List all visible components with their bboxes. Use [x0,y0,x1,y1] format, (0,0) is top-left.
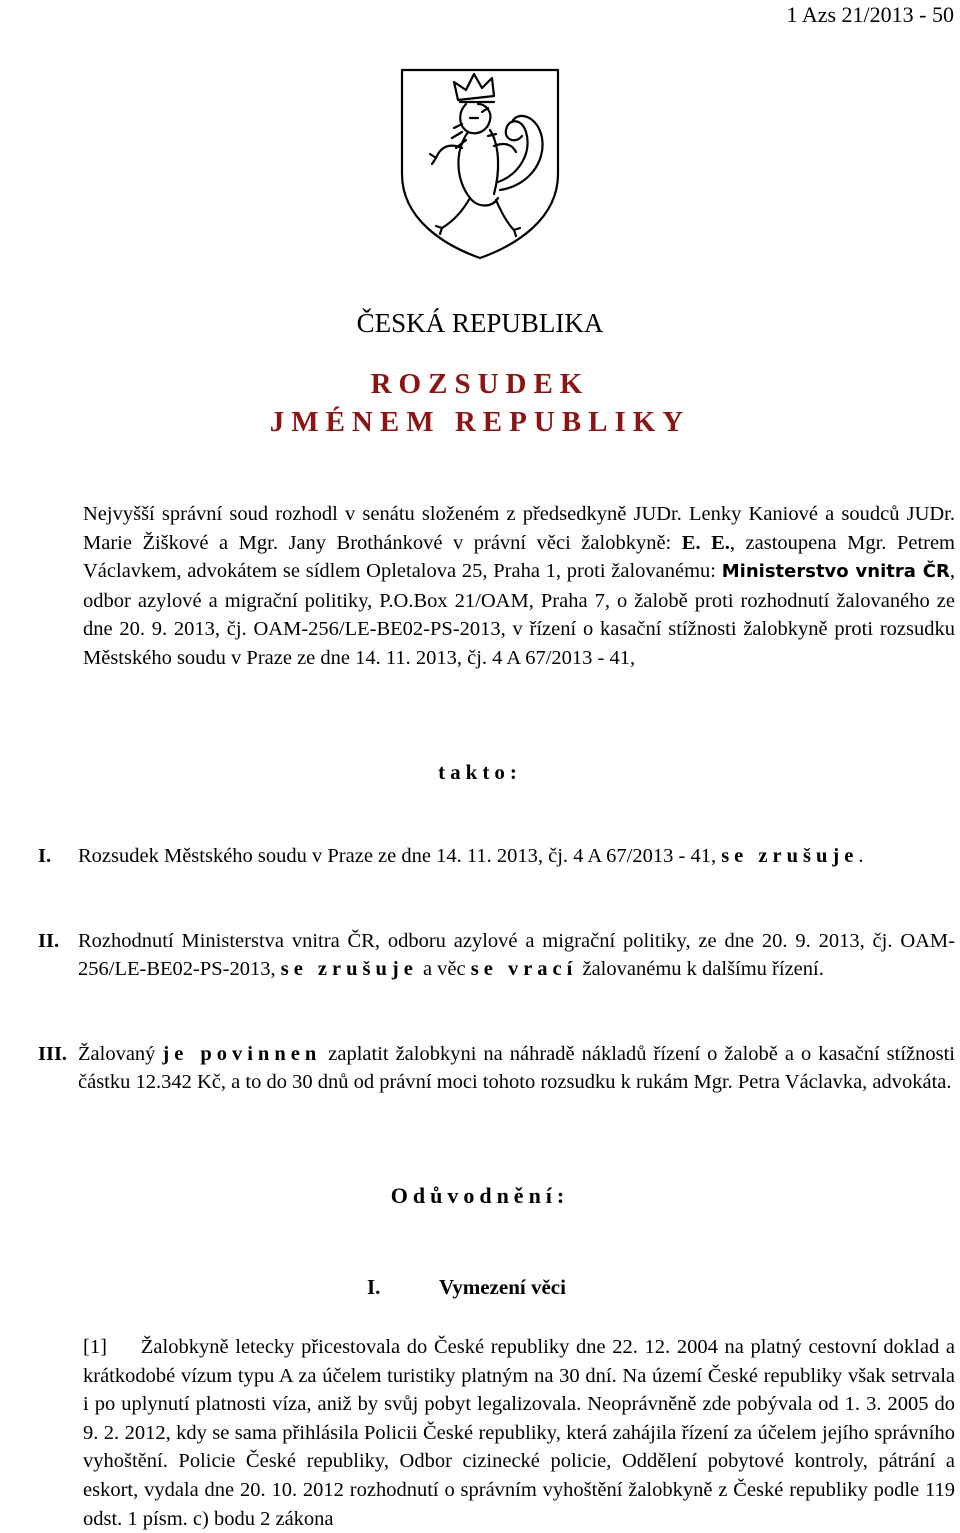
judgment-title: ROZSUDEK [370,368,590,400]
verdict-tail: žalovanému k dalšímu řízení. [577,958,824,981]
verdict-tail: . [858,845,864,867]
intro-text-2: , zastoupena Mgr. Petrem Václavkem, advokátem se sídlem Opletalova 25, Praha 1, proti žalovanému: [83,531,956,583]
verdict-number: I. [38,845,52,867]
verdict-emphasis: se zrušuje [280,958,418,981]
reasoning-heading: Odůvodnění: [390,1183,570,1208]
verdict-emphasis: je povinnen [162,1043,322,1065]
verdict-text: Rozhodnutí Ministerstva vnitra ČR, odboru azylové a migrační politiky, ze dne 20. 9. 2013, čj. OAM-256/LE-BE02-PS-2013, [78,930,955,981]
coat-of-arms-icon [396,62,564,262]
verdict-number: II. [38,930,60,952]
paragraph-number: [1] [83,1336,107,1358]
verdict-item-1 [38,842,955,870]
verdict-tail: zaplatit žalobkyni na náhradě nákladů řízení o žalobě a o kasační stížnosti částku 12.342 Kč, a to do 30 dnů od právní moci tohoto rozsudku k rukám Mgr. Petra Václavka, advokáta. [78,1043,956,1094]
paragraph-1 [83,1333,955,1533]
plaintiff-name: E. E. [681,531,730,554]
section-number: I. [367,1275,381,1299]
verdict-item-3 [38,1040,955,1097]
section-title: Vymezení věci [439,1275,566,1299]
judgment-subtitle: JMÉNEM REPUBLIKY [269,406,691,438]
country-name: ČESKÁ REPUBLIKA [356,308,604,338]
verdict-text: Rozsudek Městského soudu v Praze ze dne 14. 11. 2013, čj. 4 A 67/2013 - 41, [78,845,722,867]
verdict-emphasis: se zrušuje [721,845,859,867]
case-reference: 1 Azs 21/2013 - 50 [786,2,954,27]
takto-heading: takto: [438,760,522,784]
intro-text-1: Nejvyšší správní soud rozhodl v senátu složeném z předsedkyně JUDr. Lenky Kaniové a soudců JUDr. Marie Žiškové a Mgr. Jany Brothánkové v právní věci žalobkyně: [83,503,955,554]
verdict-item-2 [38,927,955,984]
verdict-pre: Žalovaný [78,1043,163,1065]
intro-text-3: , odbor azylové a migrační politiky, P.O.Box 21/OAM, Praha 7, o žalobě proti rozhodnutí žalovaného ze dne 20. 9. 2013, čj. OAM-256/LE-BE02-PS-2013, v řízení o kasační stížnosti žalobkyně proti rozsudku Městského soudu v Praze ze dne 14. 11. 2013, čj. 4 A 67/2013 - 41, [83,560,955,669]
paragraph-text: Žalobkyně letecky přicestovala do České republiky dne 22. 12. 2004 na platný cestovní doklad a krátkodobé vízum typu A za účelem turistiky platným na 30 dní. Na území České republiky však setrvala i po uplynutí platnosti víza, aniž by svůj pobyt legalizovala. Neoprávněně zde pobývala od 1. 3. 2005 do 9. 2. 2012, kdy se sama přihlásila Policii České republiky, která zahájila řízení za účelem jejího správního vyhoštění. Policie České republiky, Odbor cizinecké policie, Oddělení pobytové kontroly, pátrání a eskort, vydala dne 20. 10. 2012 rozhodnutí o správním vyhoštění žalobkyně z České republiky podle 119 odst. 1 písm. c) bodu 2 zákona [83,1336,955,1530]
section-heading [367,1275,566,1300]
verdict-mid: a věc [417,958,471,981]
verdict-emphasis-2: se vrací [470,958,578,981]
verdict-number: III. [38,1043,68,1065]
defendant-name: Ministerstvo vnitra ČR [721,561,950,583]
intro-paragraph [83,500,955,673]
